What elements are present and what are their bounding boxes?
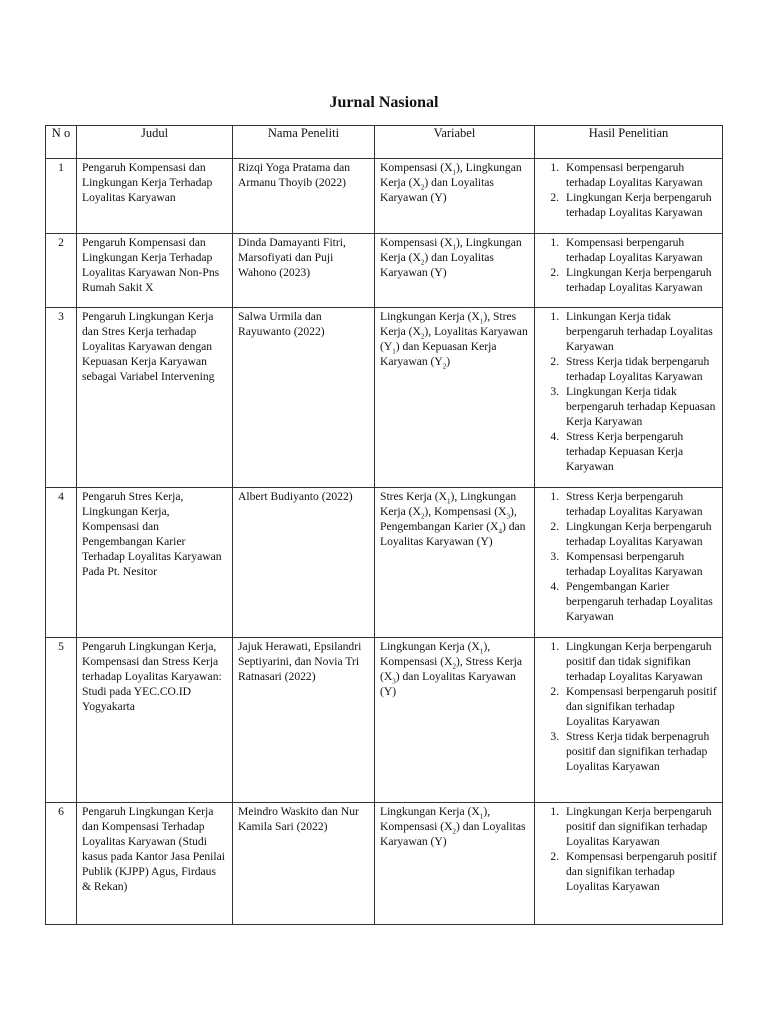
hasil-list (540, 235, 717, 295)
hasil-item: 3. Stress Kerja tidak berpenagruh positif dan signifikan terhadap Loyalitas Karyawan (562, 729, 717, 774)
hasil-list (540, 639, 717, 774)
row-number: 2 (46, 234, 77, 308)
hasil-item: 3. Lingkungan Kerja tidak berpengaruh terhadap Kepuasan Kerja Karyawan (562, 384, 717, 429)
hasil-item: 4. Pengembangan Karier berpengaruh terhadap Loyalitas Karyawan (562, 579, 717, 624)
hasil-list (540, 489, 717, 624)
row-hasil-penelitian (535, 308, 723, 488)
row-nama-peneliti: Albert Budiyanto (2022) (233, 488, 375, 638)
hasil-list (540, 804, 717, 894)
hasil-item: 1. Linkungan Kerja tidak berpengaruh terhadap Loyalitas Karyawan (562, 309, 717, 354)
row-judul: Pengaruh Lingkungan Kerja, Kompensasi dan Stress Kerja terhadap Loyalitas Karyawan: Studi pada YEC.CO.ID Yogyakarta (77, 638, 233, 803)
row-variabel: Kompensasi $(X_1)$, Lingkungan Kerja $(X_2)$ dan Loyalitas Karyawan (Y) (375, 159, 535, 234)
hasil-item: 1. Lingkungan Kerja berpengaruh positif dan signifikan terhadap Loyalitas Karyawan (562, 804, 717, 849)
row-variabel: Lingkungan Kerja $(X_1)$, Kompensasi $(X_2)$ dan Loyalitas Karyawan (Y) (375, 803, 535, 925)
table-row (46, 308, 723, 488)
hasil-list (540, 309, 717, 474)
row-hasil-penelitian (535, 159, 723, 234)
row-hasil-penelitian (535, 234, 723, 308)
table-body (46, 159, 723, 925)
row-hasil-penelitian (535, 638, 723, 803)
hasil-item: 1. Lingkungan Kerja berpengaruh positif dan tidak signifikan terhadap Loyalitas Karyawan (562, 639, 717, 684)
table-row (46, 638, 723, 803)
row-judul: Pengaruh Lingkungan Kerja dan Kompensasi Terhadap Loyalitas Karyawan (Studi kasus pada Kantor Jasa Penilai Publik (KJPP) Agus, Firdaus & Rekan) (77, 803, 233, 925)
row-variabel: Lingkungan Kerja $(X_1)$, Stres Kerja $(X_2)$, Loyalitas Karyawan $(Y_1)$ dan Kepuasan Kerja Karyawan $(Y_2)$ (375, 308, 535, 488)
row-judul: Pengaruh Kompensasi dan Lingkungan Kerja Terhadap Loyalitas Karyawan (77, 159, 233, 234)
row-number: 6 (46, 803, 77, 925)
hasil-item: 2. Kompensasi berpengaruh positif dan signifikan terhadap Loyalitas Karyawan (562, 849, 717, 894)
row-hasil-penelitian (535, 803, 723, 925)
hasil-item: 1. Kompensasi berpengaruh terhadap Loyalitas Karyawan (562, 235, 717, 265)
hasil-item: 3. Kompensasi berpengaruh terhadap Loyalitas Karyawan (562, 549, 717, 579)
hasil-item: 1. Kompensasi berpengaruh terhadap Loyalitas Karyawan (562, 160, 717, 190)
page-title: Jurnal Nasional (329, 94, 439, 111)
row-variabel: Stres Kerja $(X_1)$, Lingkungan Kerja $(X_2)$, Kompensasi $(X_3)$, Pengembangan Karier $(X_4)$ dan Loyalitas Karyawan (Y) (375, 488, 535, 638)
row-nama-peneliti: Dinda Damayanti Fitri, Marsofiyati dan Puji Wahono (2023) (233, 234, 375, 308)
table-header-row (46, 126, 723, 159)
hasil-item: 2. Stress Kerja tidak berpengaruh terhadap Loyalitas Karyawan (562, 354, 717, 384)
row-number: 5 (46, 638, 77, 803)
hasil-item: 1. Stress Kerja berpengaruh terhadap Loyalitas Karyawan (562, 489, 717, 519)
row-nama-peneliti: Meindro Waskito dan Nur Kamila Sari (2022) (233, 803, 375, 925)
hasil-item: 2. Lingkungan Kerja berpengaruh terhadap Loyalitas Karyawan (562, 265, 717, 295)
table-row (46, 159, 723, 234)
table-row (46, 488, 723, 638)
header-judul: Judul (77, 126, 233, 159)
row-hasil-penelitian (535, 488, 723, 638)
row-number: 3 (46, 308, 77, 488)
hasil-item: 2. Kompensasi berpengaruh positif dan signifikan terhadap Loyalitas Karyawan (562, 684, 717, 729)
header-variabel: Variabel (375, 126, 535, 159)
hasil-item: 2. Lingkungan Kerja berpengaruh terhadap Loyalitas Karyawan (562, 190, 717, 220)
table-row (46, 234, 723, 308)
header-no: N o (46, 126, 77, 159)
row-number: 1 (46, 159, 77, 234)
hasil-item: 2. Lingkungan Kerja berpengaruh terhadap Loyalitas Karyawan (562, 519, 717, 549)
row-judul: Pengaruh Kompensasi dan Lingkungan Kerja Terhadap Loyalitas Karyawan Non-Pns Rumah Sakit X (77, 234, 233, 308)
table-row (46, 803, 723, 925)
row-nama-peneliti: Salwa Urmila dan Rayuwanto (2022) (233, 308, 375, 488)
row-nama-peneliti: Rizqi Yoga Pratama dan Armanu Thoyib (2022) (233, 159, 375, 234)
row-variabel: Kompensasi $(X_1)$, Lingkungan Kerja $(X_2)$ dan Loyalitas Karyawan (Y) (375, 234, 535, 308)
hasil-item: 4. Stress Kerja berpengaruh terhadap Kepuasan Kerja Karyawan (562, 429, 717, 474)
row-nama-peneliti: Jajuk Herawati, Epsilandri Septiyarini, dan Novia Tri Ratnasari (2022) (233, 638, 375, 803)
row-variabel: Lingkungan Kerja $(X_1)$, Kompensasi $(X_2)$, Stress Kerja $(X_3)$ dan Loyalitas Karyawan (Y) (375, 638, 535, 803)
header-nama-peneliti: Nama Peneliti (233, 126, 375, 159)
journal-table (45, 125, 723, 925)
hasil-list (540, 160, 717, 220)
row-judul: Pengaruh Lingkungan Kerja dan Stres Kerja terhadap Loyalitas Karyawan dengan Kepuasan Kerja Karyawan sebagai Variabel Intervening (77, 308, 233, 488)
row-judul: Pengaruh Stres Kerja, Lingkungan Kerja, Kompensasi dan Pengembangan Karier Terhadap Loyalitas Karyawan Pada Pt. Nesitor (77, 488, 233, 638)
row-number: 4 (46, 488, 77, 638)
header-hasil-penelitian: Hasil Penelitian (535, 126, 723, 159)
